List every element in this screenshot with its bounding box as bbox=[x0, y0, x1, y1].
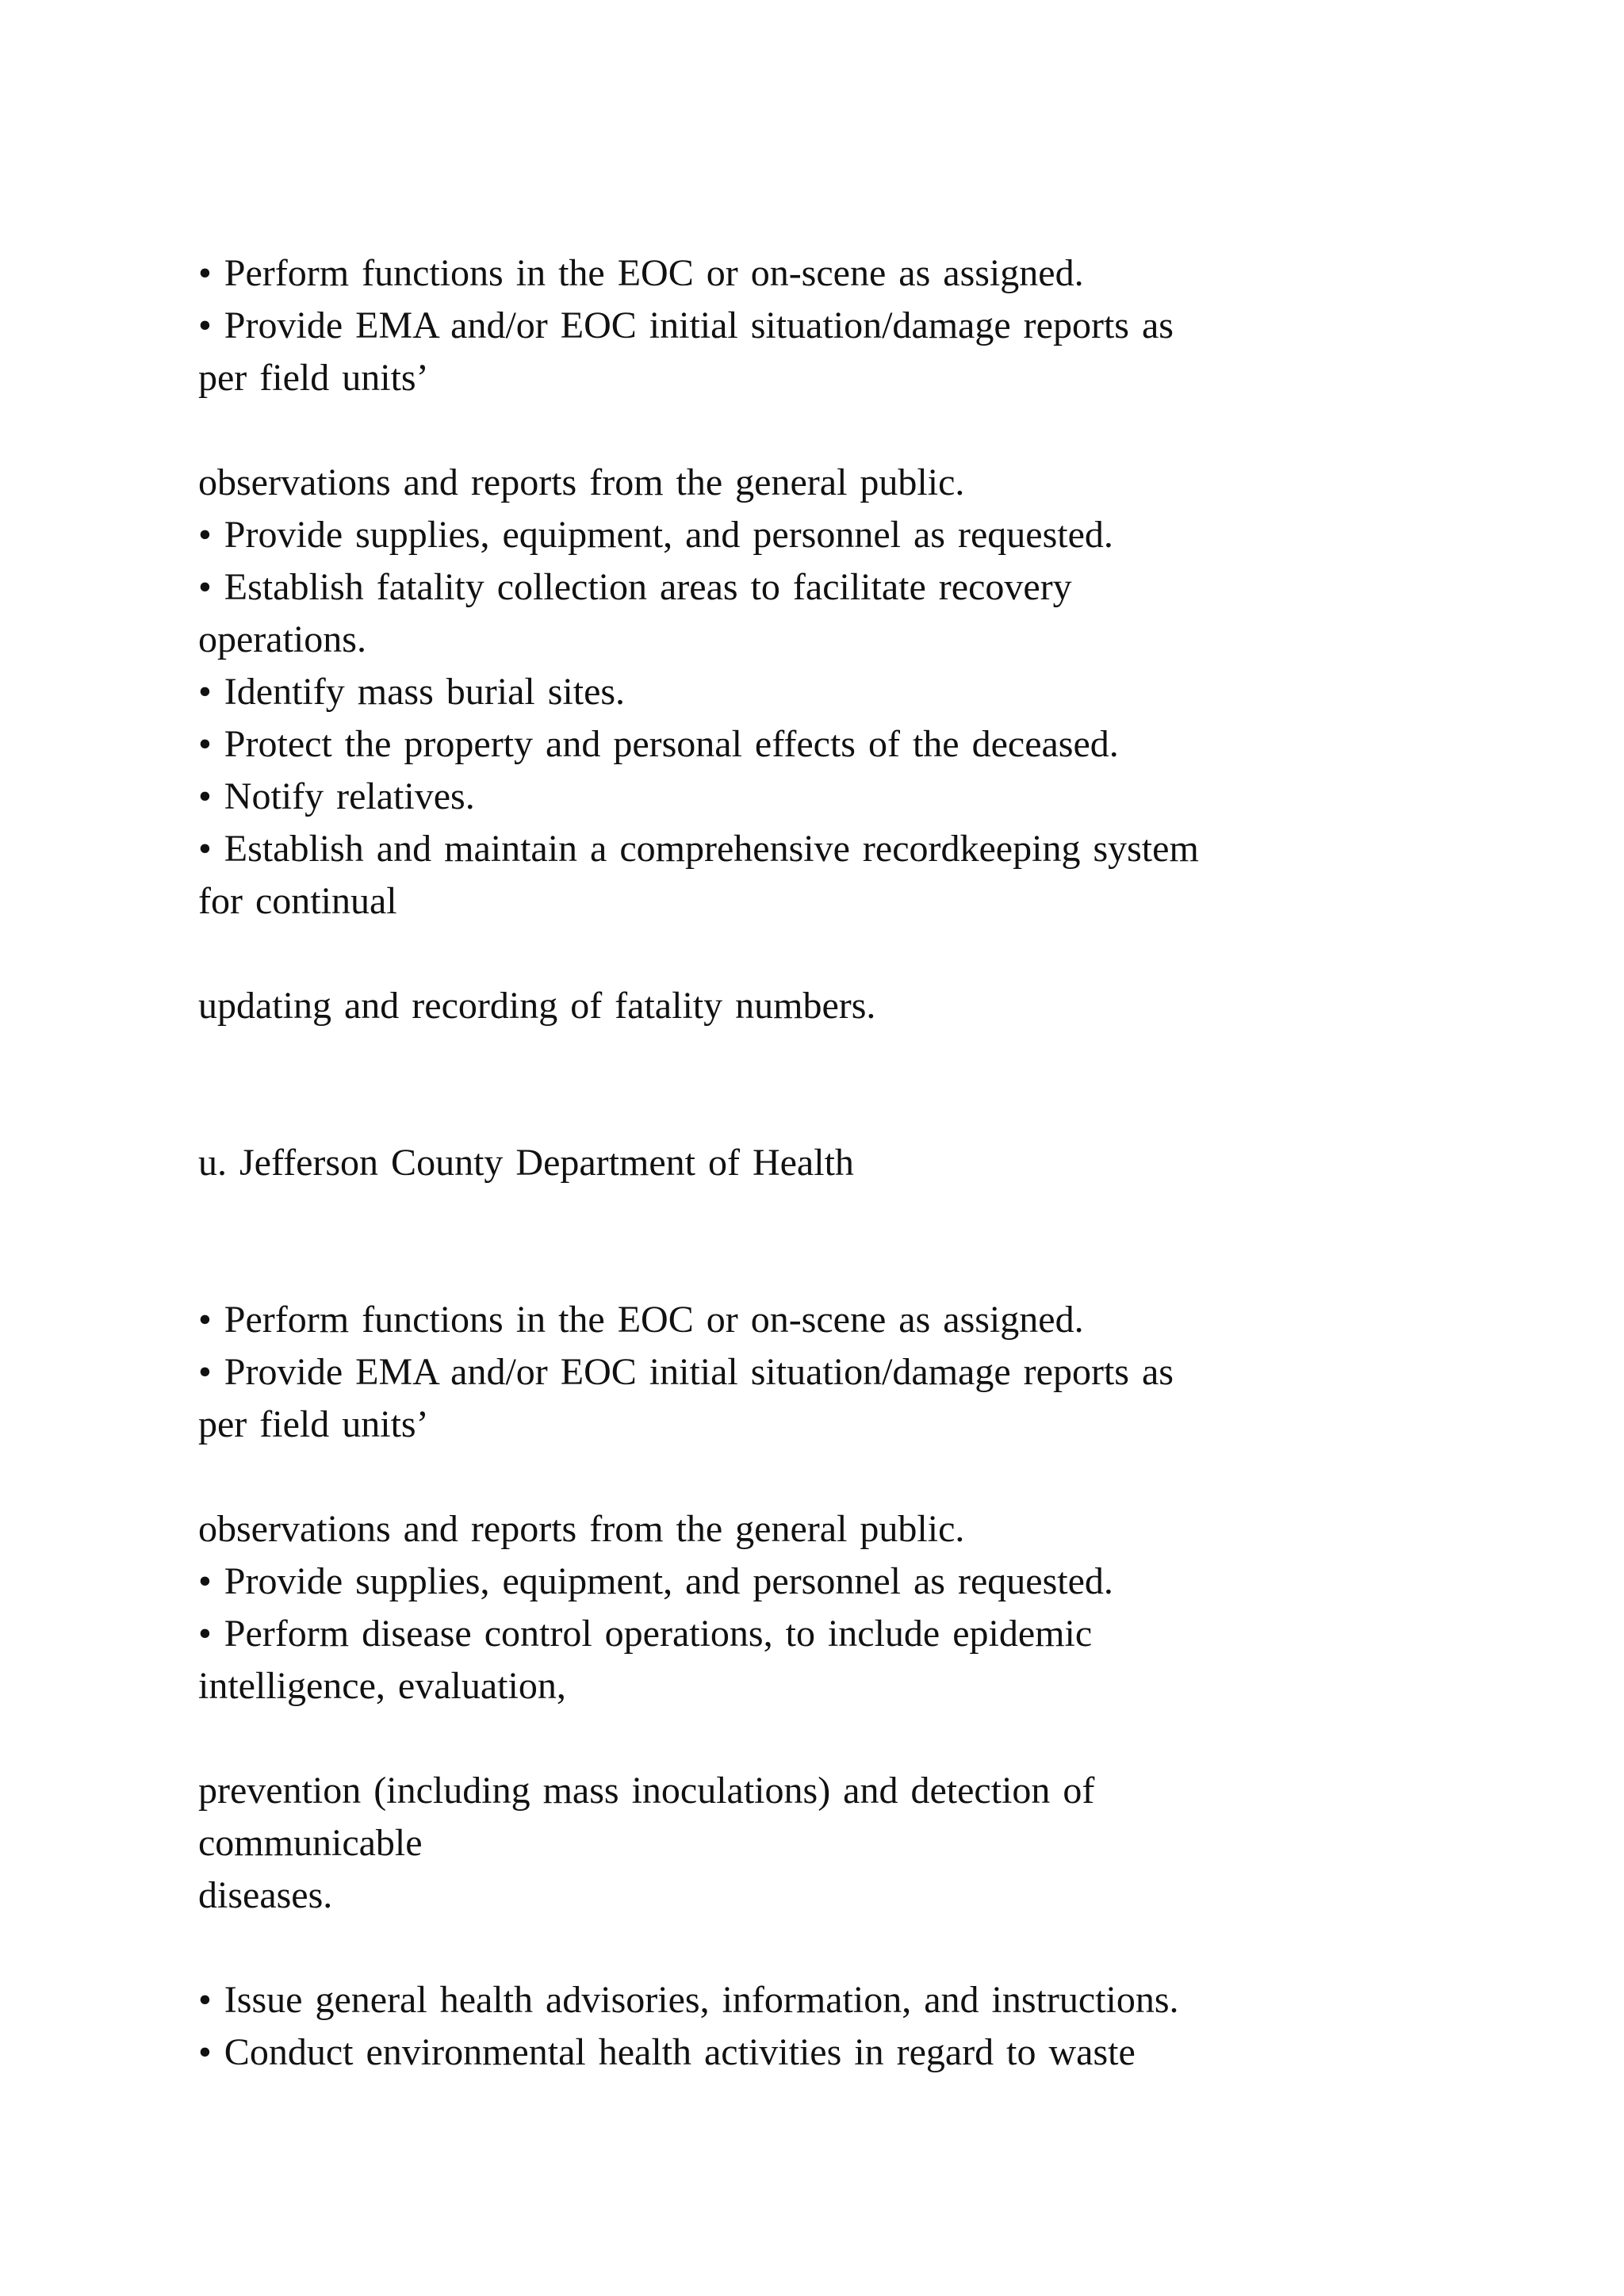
text-line: for continual bbox=[198, 880, 397, 922]
text-line: intelligence, evaluation, bbox=[198, 1665, 566, 1707]
text-line: • Conduct environmental health activities in regard to waste bbox=[198, 2031, 1136, 2073]
text-line: • Provide EMA and/or EOC initial situation/damage reports as bbox=[198, 1351, 1174, 1393]
text-line: observations and reports from the general public. bbox=[198, 1508, 965, 1550]
text-line: • Establish and maintain a comprehensive recordkeeping system bbox=[198, 828, 1199, 870]
text-line: prevention (including mass inoculations) and detection of bbox=[198, 1770, 1095, 1812]
text-line: • Provide EMA and/or EOC initial situation/damage reports as bbox=[198, 304, 1174, 346]
section-heading: u. Jefferson County Department of Health bbox=[198, 1142, 854, 1184]
text-line: • Protect the property and personal effects of the deceased. bbox=[198, 723, 1119, 765]
text-line: • Perform disease control operations, to include epidemic bbox=[198, 1613, 1093, 1655]
text-line: • Identify mass burial sites. bbox=[198, 671, 626, 713]
text-line: • Issue general health advisories, information, and instructions. bbox=[198, 1979, 1179, 2021]
text-line: per field units’ bbox=[198, 1403, 429, 1445]
text-line: • Provide supplies, equipment, and personnel as requested. bbox=[198, 514, 1113, 556]
text-line: operations. bbox=[198, 618, 366, 660]
text-line: observations and reports from the general public. bbox=[198, 461, 965, 503]
text-line: • Provide supplies, equipment, and personnel as requested. bbox=[198, 1560, 1113, 1602]
text-line: • Perform functions in the EOC or on-scene as assigned. bbox=[198, 1299, 1084, 1341]
text-line: communicable bbox=[198, 1822, 423, 1864]
text-line: • Establish fatality collection areas to facilitate recovery bbox=[198, 566, 1072, 608]
text-line: updating and recording of fatality numbers. bbox=[198, 985, 876, 1027]
text-line: • Notify relatives. bbox=[198, 775, 475, 817]
text-line: diseases. bbox=[198, 1874, 333, 1916]
text-line: • Perform functions in the EOC or on-scene as assigned. bbox=[198, 252, 1084, 294]
text-line: per field units’ bbox=[198, 357, 429, 399]
